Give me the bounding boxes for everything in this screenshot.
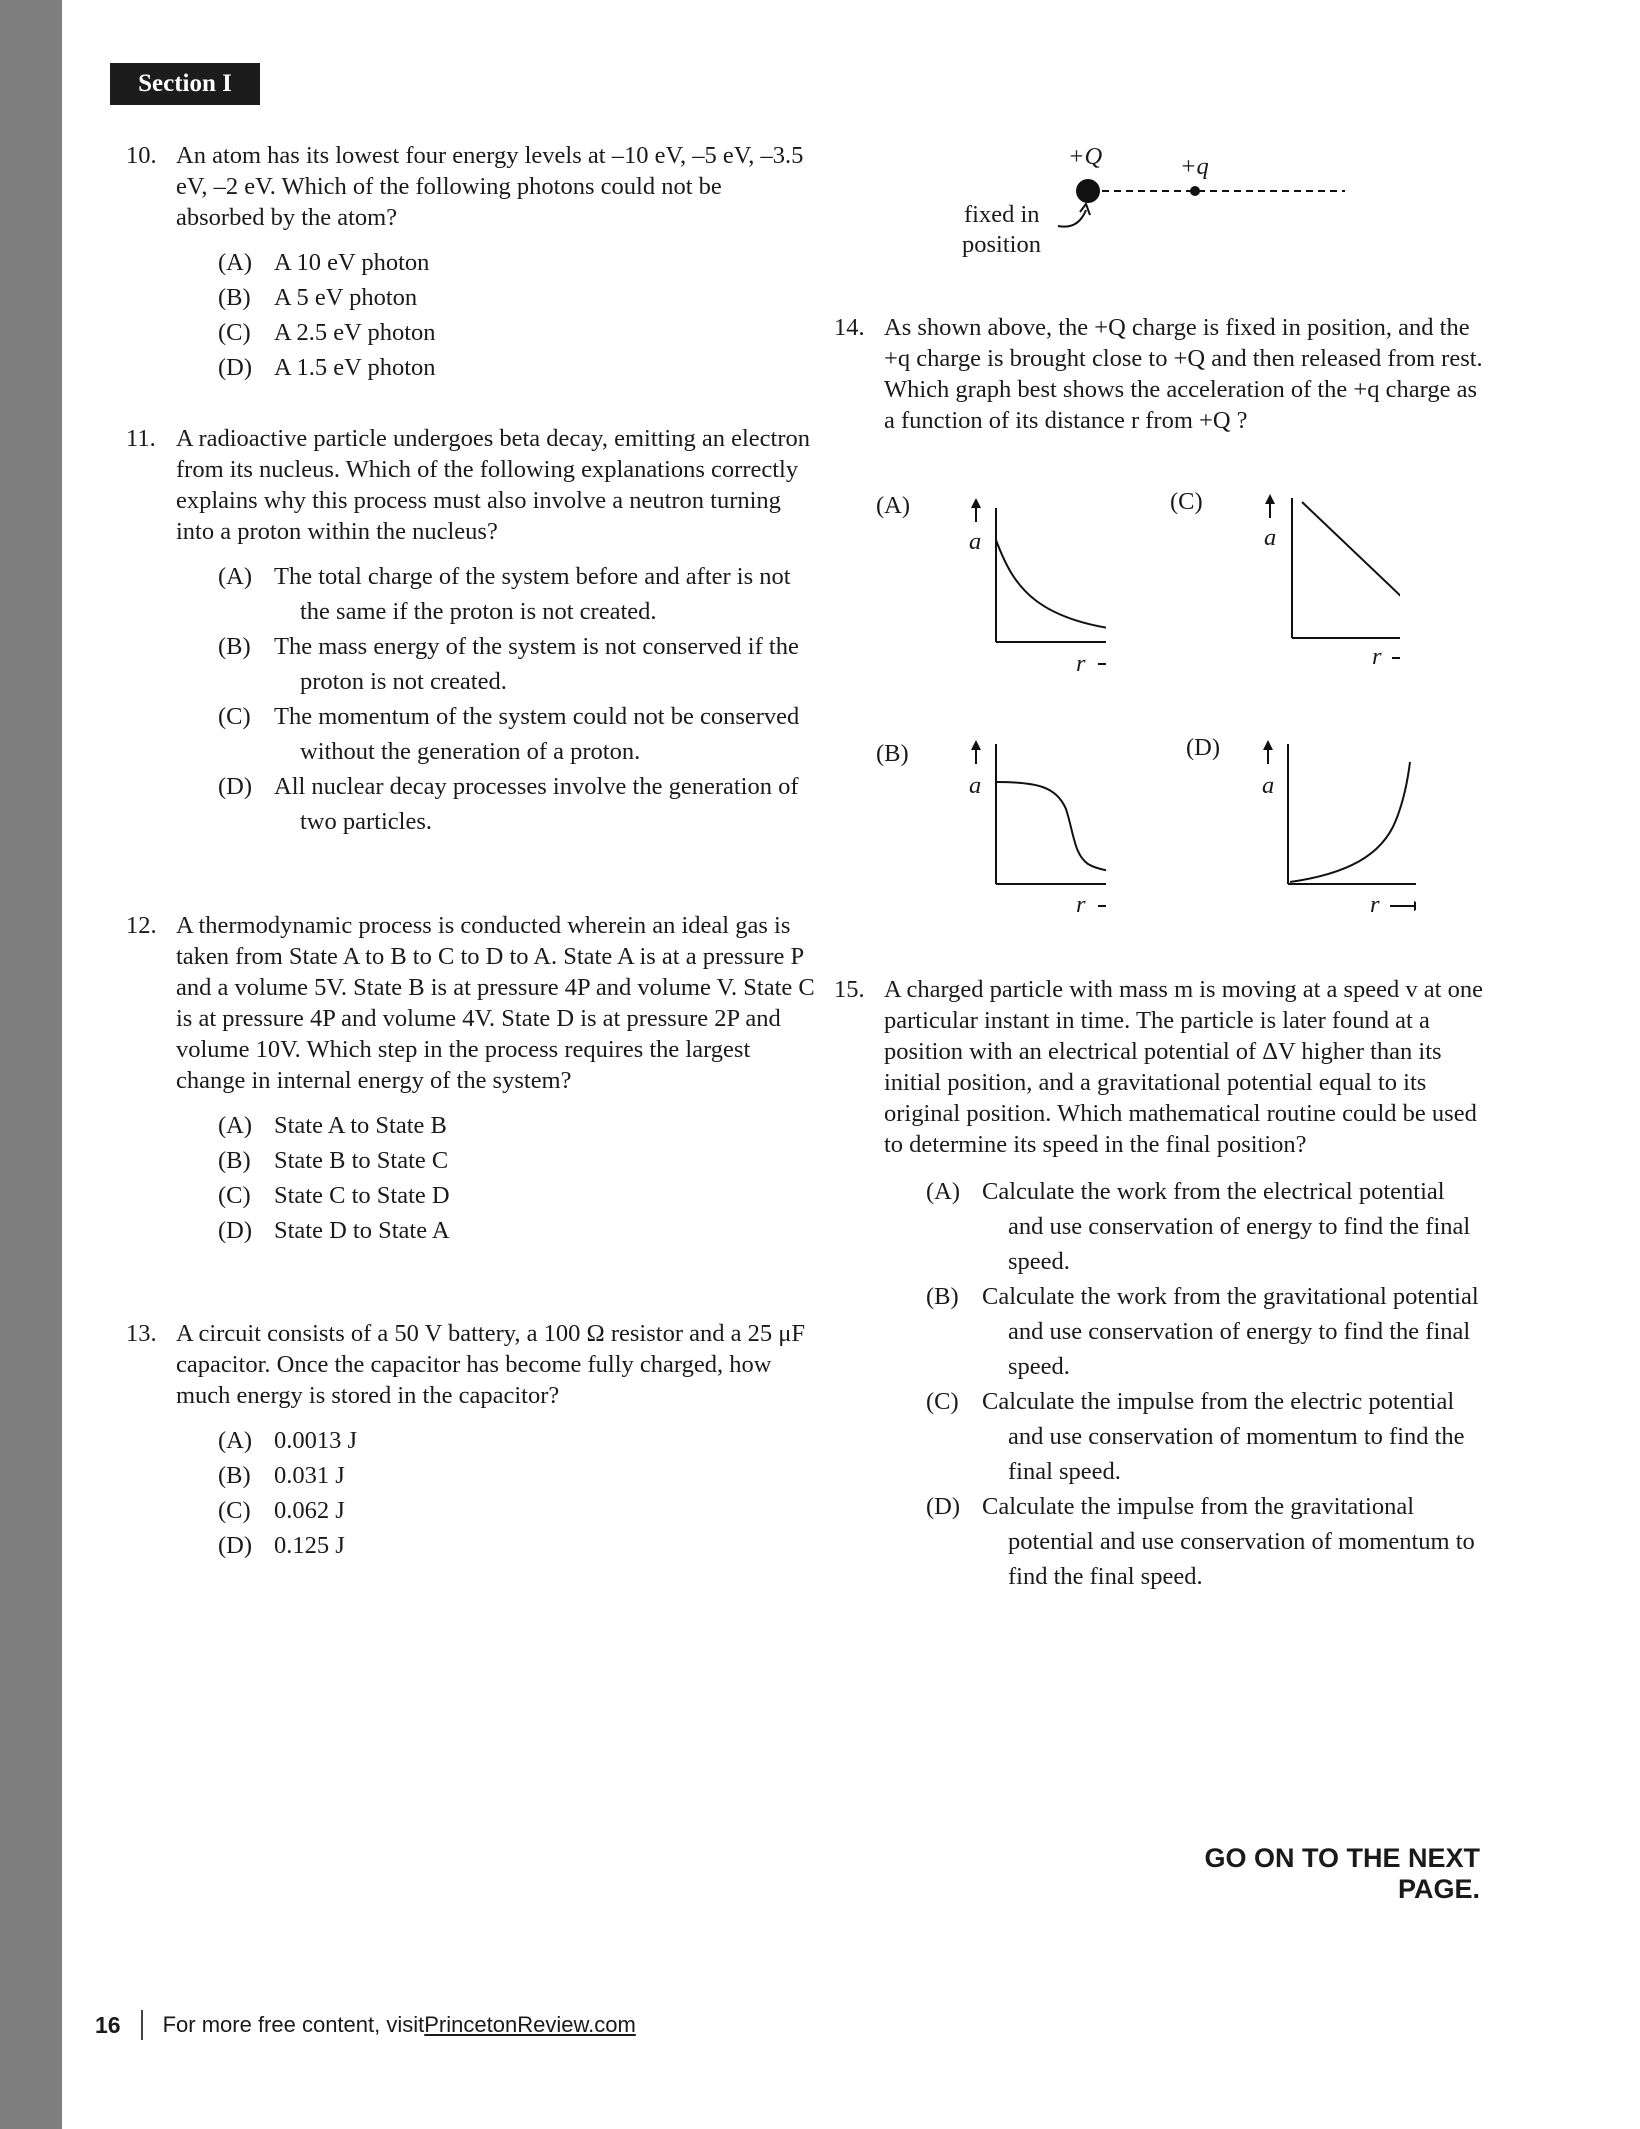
option-a[interactable]: (A) A 10 eV photon <box>218 249 430 276</box>
footer-text: For more free content, visit <box>162 2012 425 2037</box>
option-c[interactable]: (C) Calculate the impulse from the electric potential and use conservation of momentum to find the final speed. <box>926 1388 1465 1485</box>
option-c[interactable]: (C) 0.062 J <box>218 1497 345 1524</box>
question-number: 13. <box>126 1320 157 1347</box>
answer-options <box>176 559 816 839</box>
question-text: As shown above, the +Q charge is fixed in position, and the +q charge is brought close to +Q and then released from rest. Which graph best shows the acceleration of the +q charge as a function of its distance r from +Q ? <box>884 314 1483 434</box>
question-number: 11. <box>126 425 156 452</box>
fixed-label-line2: position <box>962 231 1041 258</box>
graph-d-plot <box>1186 734 1416 924</box>
y-axis-label: a <box>1264 524 1277 551</box>
graph-label: (D) <box>1186 734 1221 761</box>
answer-options <box>176 245 816 385</box>
big-charge-label: +Q <box>1068 143 1103 170</box>
option-d[interactable]: (D) A 1.5 eV photon <box>218 354 436 381</box>
option-d[interactable]: (D) State D to State A <box>218 1217 450 1244</box>
small-charge-label: +q <box>1180 153 1209 180</box>
curve-linear-decrease <box>1302 502 1400 622</box>
curve-inverse-decay <box>996 540 1106 632</box>
graph-c[interactable] <box>1170 488 1400 678</box>
section-tab: Section I <box>110 63 260 105</box>
x-axis-label: r <box>1372 643 1382 670</box>
option-d[interactable]: (D) 0.125 J <box>218 1532 345 1559</box>
option-b[interactable]: (B) State B to State C <box>218 1147 449 1174</box>
option-d[interactable]: (D) Calculate the impulse from the gravitational potential and use conservation of momentum to find the final speed. <box>926 1493 1475 1590</box>
fixed-label-line1: fixed in <box>964 201 1040 228</box>
option-b[interactable]: (B) A 5 eV photon <box>218 284 418 311</box>
question-14 <box>834 312 1484 436</box>
x-axis-label: r <box>1076 650 1086 677</box>
option-a[interactable]: (A) State A to State B <box>218 1112 447 1139</box>
curve-exponential-increase <box>1290 762 1410 882</box>
question-number: 14. <box>834 314 865 341</box>
answer-options <box>176 1108 816 1248</box>
fixed-arrow <box>1058 210 1086 227</box>
x-axis-label: r <box>1076 891 1086 918</box>
y-axis-label: a <box>1262 772 1275 799</box>
page-footer <box>95 2010 636 2040</box>
answer-options <box>884 1174 1484 1594</box>
page-number: 16 <box>95 2011 121 2038</box>
graph-d[interactable] <box>1186 734 1416 924</box>
question-text: A radioactive particle undergoes beta decay, emitting an electron from its nucleus. Which of the following explanations correctly explains why this process must also involve a neutron turning into a proton within the nucleus? <box>176 425 811 545</box>
option-c[interactable]: (C) The momentum of the system could not be conserved without the generation of a proton. <box>218 703 800 765</box>
question-12 <box>126 910 816 1248</box>
x-axis-label: r <box>1370 891 1380 918</box>
answer-options <box>176 1423 816 1563</box>
curve-plateau-drop <box>996 782 1106 874</box>
question-text: A circuit consists of a 50 V battery, a 100 Ω resistor and a 25 μF capacitor. Once the capacitor has become fully charged, how much energy is stored in the capacitor? <box>176 1320 805 1409</box>
graph-label: (C) <box>1170 488 1203 515</box>
question-15 <box>834 974 1484 1594</box>
test-charge-dot <box>1190 186 1200 196</box>
question-text: A thermodynamic process is conducted wherein an ideal gas is taken from State A to B to C to D to A. State A is at a pressure P and a volume 5V. State B is at pressure 4P and volume V. State C is at pressure 4P and volume 4V. State D is at pressure 2P and volume 10V. Which step in the process requires the largest change in internal energy of the system? <box>176 912 815 1094</box>
question-number: 10. <box>126 142 157 169</box>
option-c[interactable]: (C) State C to State D <box>218 1182 450 1209</box>
question-text: A charged particle with mass m is moving at a speed v at one particular instant in time. The particle is later found at a position with an electrical potential of ΔV higher than its initial position, and a gravitational potential equal to its original position. Which mathematical routine could be used to determine its speed in the final position? <box>884 976 1483 1158</box>
option-c[interactable]: (C) A 2.5 eV photon <box>218 319 436 346</box>
question-13 <box>126 1318 816 1563</box>
next-page-notice: GO ON TO THE NEXT PAGE. <box>1204 1843 1480 1904</box>
graph-b[interactable] <box>876 734 1106 924</box>
option-b[interactable]: (B) Calculate the work from the gravitational potential and use conservation of energy to find the final speed. <box>926 1283 1479 1380</box>
option-b[interactable]: (B) The mass energy of the system is not conserved if the proton is not created. <box>218 633 799 695</box>
graph-label: (B) <box>876 740 909 767</box>
y-axis-label: a <box>969 528 982 555</box>
option-b[interactable]: (B) 0.031 J <box>218 1462 345 1489</box>
fixed-charge-dot <box>1076 179 1100 203</box>
question-text: An atom has its lowest four energy levels at –10 eV, –5 eV, –3.5 eV, –2 eV. Which of the following photons could not be absorbed by the atom? <box>176 142 804 231</box>
question-number: 15. <box>834 976 865 1003</box>
graph-a-plot <box>876 488 1106 678</box>
option-d[interactable]: (D) All nuclear decay processes involve the generation of two particles. <box>218 773 799 835</box>
option-a[interactable]: (A) The total charge of the system before and after is not the same if the proton is not created. <box>218 563 791 625</box>
graph-c-plot <box>1170 488 1400 678</box>
option-a[interactable]: (A) 0.0013 J <box>218 1427 358 1454</box>
graph-b-plot <box>876 734 1106 924</box>
question-number: 12. <box>126 912 157 939</box>
charge-diagram <box>940 140 1360 280</box>
y-axis-label: a <box>969 772 982 799</box>
footer-divider <box>141 2010 143 2040</box>
option-a[interactable]: (A) Calculate the work from the electrical potential and use conservation of energy to find the final speed. <box>926 1178 1471 1275</box>
question-10 <box>126 140 816 385</box>
graph-label: (A) <box>876 492 911 519</box>
graph-a[interactable] <box>876 488 1106 678</box>
question-11 <box>126 423 816 839</box>
page-margin-bar <box>0 0 62 2129</box>
footer-link[interactable]: PrincetonReview.com <box>424 2012 636 2037</box>
